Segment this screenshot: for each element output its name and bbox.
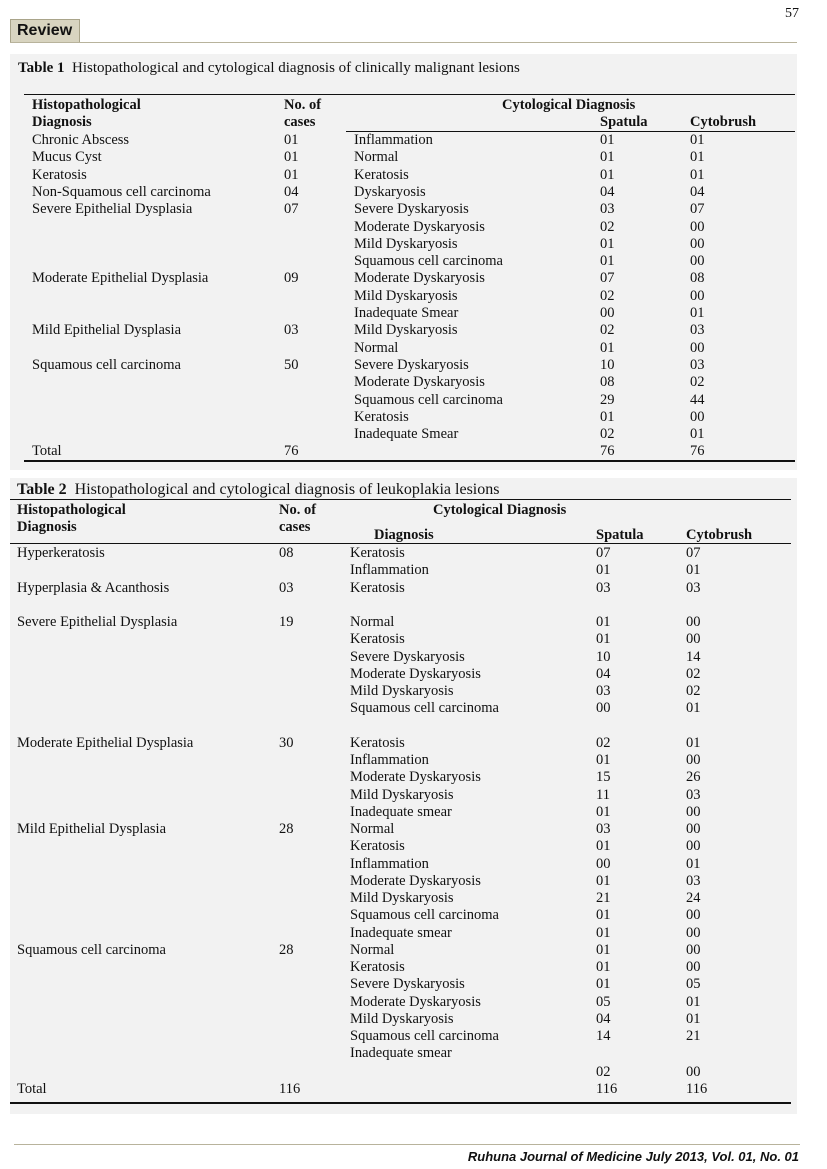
table2-cell-cytobrush: 00 (686, 924, 701, 941)
table2-cell-diagnosis: Inadequate smear (350, 924, 452, 941)
table2-cell-cytobrush: 02 (686, 683, 701, 699)
table2-cell-diagnosis: Keratosis (350, 579, 405, 596)
table2-cell-histo: Total (17, 1081, 47, 1098)
table2-cell-cases: 08 (279, 545, 294, 561)
table1-bottom-rule (24, 460, 795, 462)
table2-cell-cases: 116 (279, 1081, 301, 1098)
table1-cell-histo: Non-Squamous cell carcinoma (32, 183, 211, 200)
table2-cell-spatula: 01 (596, 907, 611, 924)
table1-cell-diagnosis: Keratosis (354, 166, 409, 183)
table2-cell-cytobrush: 01 (686, 855, 701, 872)
table1-cell-diagnosis: Moderate Dyskaryosis (354, 374, 485, 391)
table1-cell-cytobrush: 00 (690, 339, 705, 356)
table2-cell-cytobrush: 00 (686, 959, 701, 975)
table1-cell-cases: 04 (284, 183, 299, 200)
table1-cell-diagnosis: Moderate Dyskaryosis (354, 218, 485, 235)
section-tab: Review (10, 19, 80, 43)
table1-cell-cytobrush: 01 (690, 305, 705, 321)
table1-cell-cytobrush: 00 (690, 218, 705, 235)
table2-cell-spatula: 04 (596, 665, 611, 682)
table2-cell-cytobrush: 05 (686, 976, 701, 993)
table1-cell-cytobrush: 03 (690, 322, 705, 339)
table1-cell-cytobrush: 00 (690, 235, 705, 252)
table1-cell-cytobrush: 03 (690, 356, 705, 373)
table2-cell-cytobrush: 01 (686, 734, 701, 751)
table1-cell-diagnosis: Inflammation (354, 132, 433, 148)
table2-cell-histo: Squamous cell carcinoma (17, 941, 166, 958)
table1-cell-diagnosis: Dyskaryosis (354, 183, 426, 200)
table1-cell-diagnosis: Keratosis (354, 408, 409, 425)
table2-cell-cytobrush: 03 (686, 579, 701, 596)
table2-header-histo (17, 502, 126, 536)
table2-cell-diagnosis: Normal (350, 614, 395, 630)
table1-cell-spatula: 07 (600, 270, 615, 287)
table1-cell-spatula: 76 (600, 443, 615, 460)
table1-cell-spatula: 01 (600, 408, 615, 425)
table1-cell-cytobrush: 08 (690, 270, 705, 287)
table2-cell-cytobrush: 07 (686, 545, 701, 561)
table1-label: Table 1 (18, 60, 65, 76)
table2-header-diagnosis: Diagnosis (374, 527, 434, 543)
table2-cell-cases: 28 (279, 941, 294, 958)
table2-cell-diagnosis: Mild Dyskaryosis (350, 1010, 454, 1027)
table2-cell-diagnosis: Squamous cell carcinoma (350, 700, 499, 717)
table2-header-spatula: Spatula (596, 527, 644, 543)
table2-cell-spatula: 21 (596, 890, 611, 906)
table1-cell-cases: 01 (284, 132, 299, 148)
table1-cell-diagnosis: Severe Dyskaryosis (354, 356, 469, 373)
table1-cell-histo: Mild Epithelial Dysplasia (32, 322, 182, 339)
table2-cell-spatula: 01 (596, 941, 611, 958)
table1-cell-spatula: 02 (600, 322, 615, 339)
table2-cell-cytobrush: 00 (686, 838, 701, 855)
table1-cell-histo: Mucus Cyst (32, 149, 102, 166)
table2-label: Table 2 (17, 481, 67, 498)
table1-cell-cytobrush: 02 (690, 374, 705, 391)
table2-cell-cytobrush: 00 (686, 631, 701, 648)
table2-cell-cytobrush: 00 (686, 907, 701, 924)
table2-cell-cytobrush: 00 (686, 614, 701, 630)
table1-cell-diagnosis: Moderate Dyskaryosis (354, 270, 485, 287)
table1-cell-spatula: 04 (600, 183, 615, 200)
table1-cell-spatula: 03 (600, 201, 615, 218)
table2-cell-diagnosis: Mild Dyskaryosis (350, 786, 454, 803)
table1-cell-spatula: 08 (600, 374, 615, 391)
table1-cell-diagnosis: Inadequate Smear (354, 426, 459, 443)
table1-header-histo (32, 97, 141, 131)
table2-cell-cytobrush: 00 (686, 1064, 701, 1080)
table1-cell-spatula: 02 (600, 426, 615, 443)
table1-cell-spatula: 01 (600, 235, 615, 252)
table1-cell-histo: Squamous cell carcinoma (32, 356, 181, 373)
table2-cell-diagnosis: Mild Dyskaryosis (350, 683, 454, 699)
table2-header-histo-l1: Histopathological (17, 502, 126, 518)
table1-header-histo-l1: Histopathological (32, 97, 141, 113)
table2-cell-diagnosis: Keratosis (350, 959, 405, 975)
table2-top-rule (10, 499, 791, 500)
table1-cell-spatula: 02 (600, 218, 615, 235)
table1-cell-cases: 01 (284, 166, 299, 183)
table2-cell-diagnosis: Inflammation (350, 752, 429, 768)
table2-cell-cytobrush: 01 (686, 562, 701, 579)
table1-header-cases (284, 97, 321, 131)
table1-cell-diagnosis: Squamous cell carcinoma (354, 253, 503, 270)
table2-cell-cases: 03 (279, 579, 294, 596)
table1-cell-cytobrush: 00 (690, 253, 705, 270)
table1-cell-spatula: 01 (600, 166, 615, 183)
table1-cell-cytobrush: 07 (690, 201, 705, 218)
table1-cell-histo: Severe Epithelial Dysplasia (32, 201, 193, 218)
table2-caption (17, 481, 499, 499)
table2-cell-histo: Moderate Epithelial Dysplasia (17, 734, 194, 751)
table1-cell-histo: Chronic Abscess (32, 132, 130, 148)
table1-cell-spatula: 01 (600, 253, 615, 270)
table2-cell-spatula: 03 (596, 683, 611, 699)
table1-cell-diagnosis: Inadequate Smear (354, 305, 459, 321)
table1-cell-cases: 03 (284, 322, 299, 339)
table2-header-cyto: Cytological Diagnosis (433, 502, 567, 518)
table2-cell-spatula: 01 (596, 562, 611, 579)
table1-cell-spatula: 29 (600, 391, 615, 408)
table2-cell-cytobrush: 00 (686, 821, 701, 837)
table2-cell-diagnosis: Normal (350, 941, 395, 958)
table2-cell-diagnosis: Severe Dyskaryosis (350, 648, 465, 665)
table1-header-cases-l2: cases (284, 114, 316, 131)
table2-header-cases-l2: cases (279, 519, 311, 536)
table2-header-rule (10, 543, 791, 544)
table2-cell-spatula: 15 (596, 769, 611, 786)
table2-cell-spatula: 07 (596, 545, 611, 561)
table1-top-rule (24, 94, 795, 95)
table2-cell-spatula: 03 (596, 579, 611, 596)
table2-cell-diagnosis: Severe Dyskaryosis (350, 976, 465, 993)
table2-cell-cytobrush: 02 (686, 665, 701, 682)
table2-cell-diagnosis: Inadequate smear (350, 803, 452, 820)
table2-cell-cytobrush: 00 (686, 803, 701, 820)
table2-cell-cytobrush: 26 (686, 769, 701, 786)
table2-cell-spatula: 05 (596, 993, 611, 1010)
header-divider (10, 42, 797, 43)
table2-cell-diagnosis: Squamous cell carcinoma (350, 1028, 499, 1044)
table2-cell-histo: Hyperkeratosis (17, 545, 105, 561)
table2-cell-cytobrush: 03 (686, 786, 701, 803)
table2-cell-spatula: 01 (596, 976, 611, 993)
table1-cell-cytobrush: 01 (690, 166, 705, 183)
table2-cell-diagnosis: Inflammation (350, 855, 429, 872)
table1-cell-cytobrush: 00 (690, 408, 705, 425)
table2-cell-spatula: 01 (596, 872, 611, 889)
table2-cell-spatula: 10 (596, 648, 611, 665)
table1-cell-diagnosis: Normal (354, 339, 399, 356)
table2-cell-spatula: 116 (596, 1081, 618, 1098)
table2-cell-cytobrush: 21 (686, 1028, 701, 1044)
table2-cell-histo: Hyperplasia & Acanthosis (17, 579, 170, 596)
table1-cell-cases: 09 (284, 270, 299, 287)
table2-header-cytobrush: Cytobrush (686, 527, 753, 543)
table1-cell-diagnosis: Mild Dyskaryosis (354, 322, 458, 339)
table2-header-histo-l2: Diagnosis (17, 519, 77, 536)
table1-cell-diagnosis: Severe Dyskaryosis (354, 201, 469, 218)
table2-cell-cases: 19 (279, 614, 294, 630)
table2-cell-spatula: 01 (596, 924, 611, 941)
table1-cell-spatula: 01 (600, 149, 615, 166)
table1-cell-cytobrush: 44 (690, 391, 705, 408)
table1-cell-cytobrush: 01 (690, 149, 705, 166)
table2-cell-cytobrush: 116 (686, 1081, 708, 1098)
table2-cell-diagnosis: Inflammation (350, 562, 429, 579)
table1-cell-histo: Moderate Epithelial Dysplasia (32, 270, 209, 287)
table2-cell-spatula: 00 (596, 700, 611, 717)
table1-cell-cytobrush: 01 (690, 132, 705, 148)
table2-cell-cytobrush: 00 (686, 941, 701, 958)
table2-cell-diagnosis: Moderate Dyskaryosis (350, 872, 481, 889)
table2-cell-spatula: 03 (596, 821, 611, 837)
table1-cell-spatula: 10 (600, 356, 615, 373)
table1-cell-spatula: 01 (600, 339, 615, 356)
table2-cell-cytobrush: 24 (686, 890, 701, 906)
table2-bottom-rule (10, 1102, 791, 1104)
table1-cell-histo: Keratosis (32, 166, 87, 183)
table2-cell-spatula: 01 (596, 838, 611, 855)
table2-cell-spatula: 01 (596, 959, 611, 975)
table2-title: Histopathological and cytological diagnosis of leukoplakia lesions (74, 481, 500, 498)
table1-cell-spatula: 01 (600, 132, 615, 148)
table1-cell-cytobrush: 76 (690, 443, 705, 460)
table2-cell-histo: Severe Epithelial Dysplasia (17, 614, 178, 630)
table1-cell-cases: 01 (284, 149, 299, 166)
table2-cell-diagnosis: Keratosis (350, 734, 405, 751)
table2-cell-spatula: 02 (596, 1064, 611, 1080)
table2-cell-cytobrush: 14 (686, 648, 701, 665)
table2-cell-diagnosis: Keratosis (350, 631, 405, 648)
table2-cell-diagnosis: Inadequate smear (350, 1045, 452, 1062)
table1-cell-diagnosis: Mild Dyskaryosis (354, 287, 458, 304)
table2-cell-cases: 28 (279, 821, 294, 837)
table2-cell-diagnosis: Keratosis (350, 838, 405, 855)
table2-header-cases-l1: No. of (279, 502, 317, 518)
table2-cell-diagnosis: Moderate Dyskaryosis (350, 665, 481, 682)
table2-cell-spatula: 01 (596, 752, 611, 768)
table1-cell-cytobrush: 04 (690, 183, 705, 200)
table1-cell-cytobrush: 01 (690, 426, 705, 443)
table1-cell-cytobrush: 00 (690, 287, 705, 304)
table2-cell-spatula: 04 (596, 1010, 611, 1027)
table2-cell-diagnosis: Normal (350, 821, 395, 837)
table2-cell-cytobrush: 03 (686, 872, 701, 889)
table2-cell-histo: Mild Epithelial Dysplasia (17, 821, 167, 837)
table1-header-cases-l1: No. of (284, 97, 322, 113)
table1-cell-diagnosis: Normal (354, 149, 399, 166)
table2-cell-cytobrush: 01 (686, 700, 701, 717)
table2-cell-cytobrush: 01 (686, 993, 701, 1010)
table2-header-cases (279, 502, 316, 536)
table2-cell-spatula: 01 (596, 803, 611, 820)
table1-cell-cases: 50 (284, 356, 299, 373)
table1-cell-spatula: 00 (600, 305, 615, 321)
table1-header-cyto: Cytological Diagnosis (502, 97, 636, 113)
page-number: 57 (785, 6, 799, 21)
table2-cell-spatula: 02 (596, 734, 611, 751)
table1-cell-diagnosis: Mild Dyskaryosis (354, 235, 458, 252)
table2-cell-cytobrush: 00 (686, 752, 701, 768)
table2-cell-cases: 30 (279, 734, 294, 751)
table2-cell-spatula: 14 (596, 1028, 611, 1044)
table2-cell-diagnosis: Mild Dyskaryosis (350, 890, 454, 906)
table1-header-spatula: Spatula (600, 114, 648, 130)
table2-cell-spatula: 00 (596, 855, 611, 872)
table1-header-cytobrush: Cytobrush (690, 114, 757, 130)
table2-cell-diagnosis: Moderate Dyskaryosis (350, 769, 481, 786)
table1-caption (18, 60, 520, 77)
table2-cell-diagnosis: Squamous cell carcinoma (350, 907, 499, 924)
table2-cell-spatula: 11 (596, 786, 610, 803)
table2-cell-cytobrush: 01 (686, 1010, 701, 1027)
table2-cell-diagnosis: Keratosis (350, 545, 405, 561)
table2-cell-spatula: 01 (596, 614, 611, 630)
table2-cell-spatula: 01 (596, 631, 611, 648)
journal-footer: Ruhuna Journal of Medicine July 2013, Vol. 01, No. 01 (467, 1149, 799, 1164)
table1-cell-histo: Total (32, 443, 62, 460)
table1-cell-cases: 07 (284, 201, 299, 218)
footer-divider (14, 1144, 800, 1145)
table2-cell-diagnosis: Moderate Dyskaryosis (350, 993, 481, 1010)
table1-title: Histopathological and cytological diagnosis of clinically malignant lesions (72, 60, 520, 76)
table1-header-histo-l2: Diagnosis (32, 114, 92, 131)
table1-cell-cases: 76 (284, 443, 299, 460)
table1-cell-spatula: 02 (600, 287, 615, 304)
table1-cell-diagnosis: Squamous cell carcinoma (354, 391, 503, 408)
